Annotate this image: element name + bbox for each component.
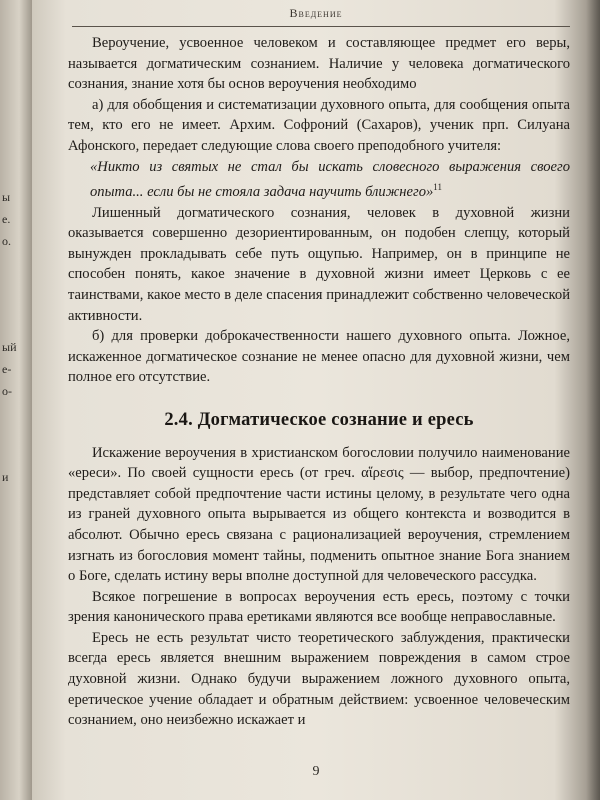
- adjacent-page-edge: [0, 0, 32, 800]
- left-page-fragment: о-: [2, 384, 12, 398]
- running-head: Введение: [289, 6, 343, 20]
- left-page-fragment: о.: [2, 234, 11, 248]
- left-page-fragment: е.: [2, 212, 11, 226]
- page-edge-shadow: [586, 0, 600, 800]
- book-page: [32, 0, 600, 800]
- page-body: [68, 33, 570, 731]
- paragraph: Вероучение, усвоенное человеком и составляющее предмет его веры, называется догматическим сознанием. Наличие у человека догматического сознания, знание хотя бы основ вероучения необходимо: [68, 35, 570, 93]
- left-page-fragment: ы: [2, 190, 11, 204]
- paragraph: Лишенный догматического сознания, человек в духовной жизни оказывается совершенно дезориентированным, он подобен слепцу, который вынужден прокладывать себе путь ощупью. Например, он в принципе не способен понять, какое значение в духовной жизни имеет Церковь с ее таинствами, какое место в деле спасения принадлежит собственно человеческой активности.: [68, 204, 570, 324]
- paragraph: б) для проверки доброкачественности нашего духовного опыта. Ложное, искаженное догматическое сознание не менее опасно для духовной жизни, чем полное его отсутствие.: [68, 328, 570, 386]
- left-page-fragment: и: [2, 470, 9, 484]
- block-quote: [90, 157, 570, 203]
- left-page-fragment: ый: [2, 340, 17, 354]
- header-rule: [72, 26, 570, 27]
- paragraph: Искажение вероучения в христианском богословии получило наименование «ереси». По своей сущности ересь (от греч. αἵρεσις — выбор, предпочтение) представляет собой предпочтение части истины целому, в результате чего одна из граней духовного опыта вырывается из общего контекста и возводится в абсолют. Обычно ересь связана с рационализацией вероучения, стремлением изгнать из богословия момент тайны, подменить опытное знание Бога знанием о Боге, сделать истину веры вполне доступной для человеческого рассудка.: [68, 444, 570, 585]
- quote-text: «Никто из святых не стал бы искать словесного выражения своего опыта... если бы не стояла задача научить ближнего»: [90, 158, 570, 201]
- left-page-fragment: е-: [2, 362, 12, 376]
- paragraph: Ересь не есть результат чисто теоретического заблуждения, практически всегда ересь является внешним выражением повреждения в самом строе духовной жизни. Однако будучи выражением ложного духовного опыта, еретическое учение обладает и обратным действием: усвоенное человеческим сознанием, оно неизбежно искажает и: [68, 629, 570, 729]
- page-number: 9: [312, 764, 320, 779]
- footnote-marker: 11: [433, 182, 442, 193]
- section-heading: 2.4. Догматическое сознание и ересь: [164, 409, 474, 430]
- paragraph: Всякое погрешение в вопросах вероучения есть ересь, поэтому с точки зрения канонического права еретиками являются все вообще неправославные.: [68, 588, 570, 626]
- paragraph: а) для обобщения и систематизации духовного опыта, для сообщения опыта тем, кто его не имеет. Архим. Софроний (Сахаров), ученик прп. Силуана Афонского, передает следующие слова своего преподобного учителя:: [68, 96, 570, 154]
